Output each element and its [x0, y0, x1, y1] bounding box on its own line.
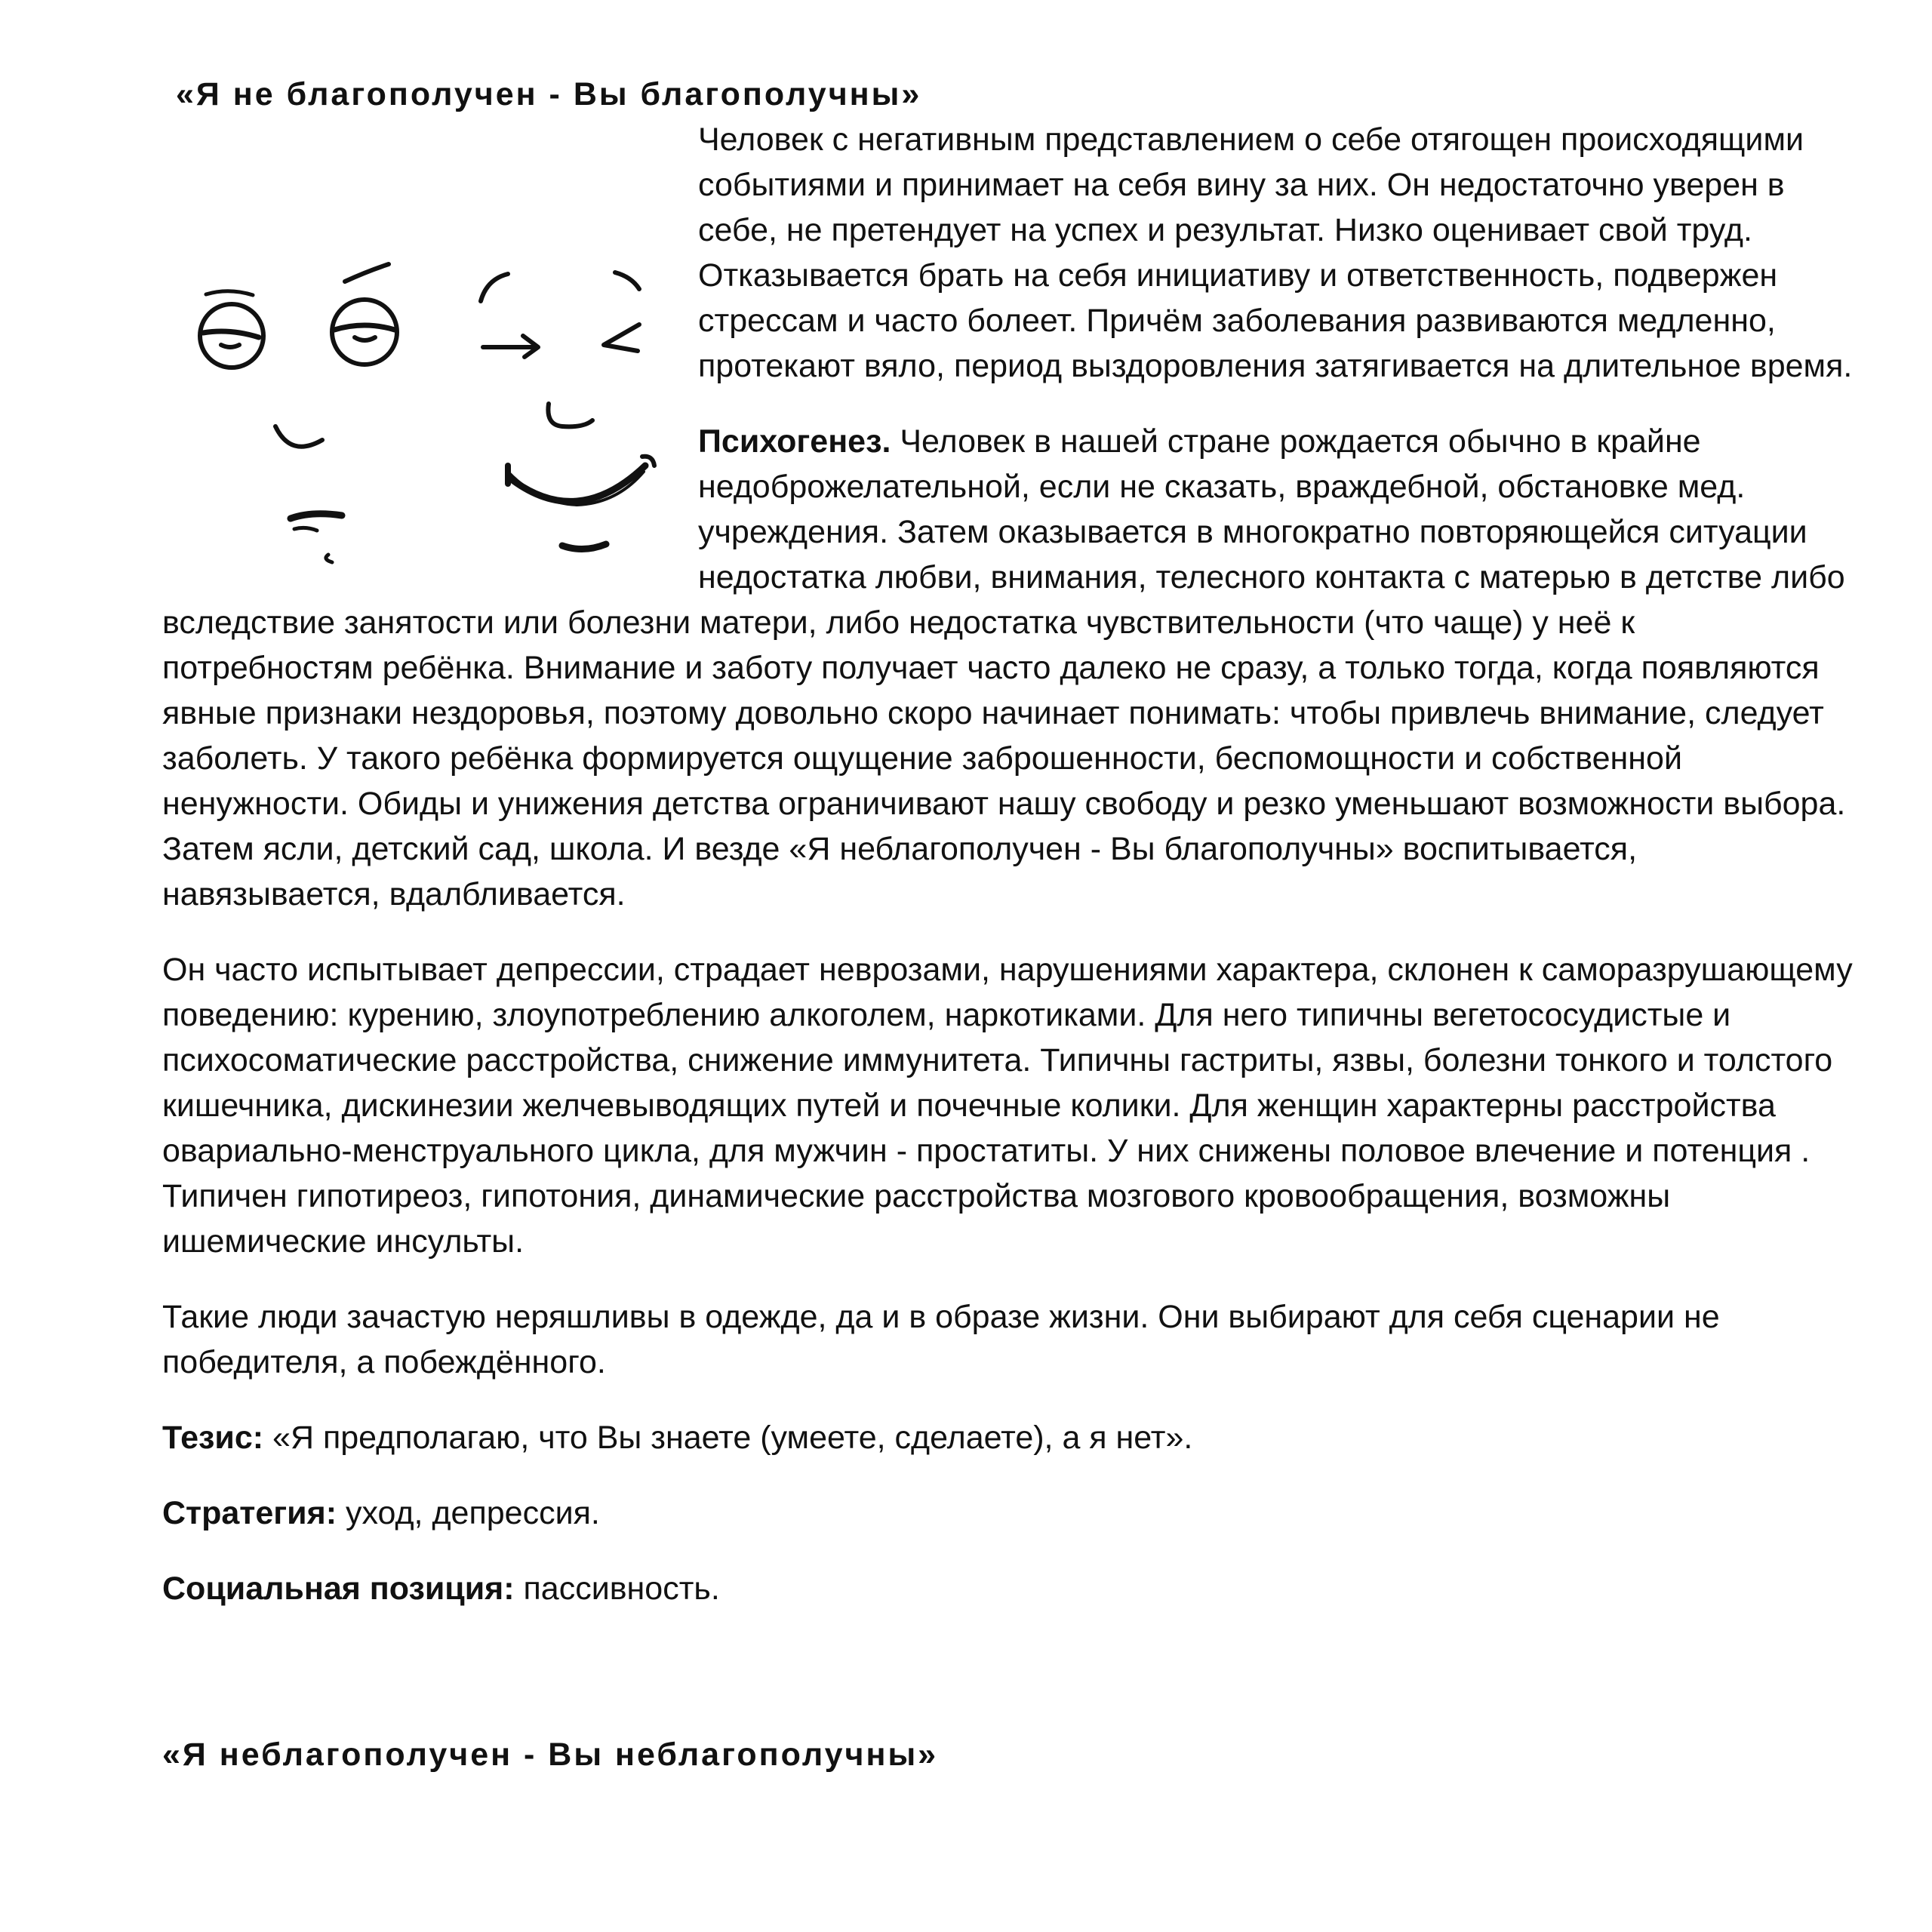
left-face-eyebrow-right-icon — [345, 264, 389, 281]
thesis-label: Тезис: — [162, 1420, 264, 1456]
document-page — [162, 72, 1853, 1777]
intro-paragraph: Человек с негативным представлением о себе отягощен происходящими событиями и принимает на себя вину за них. Он недостаточно уверен в себе, не претендует на успех и результат. Низко оценивает свой труд. Отказывается брать на себя инициативу и ответственность, подвержен стрессам и часто болеет. Причём заболевания развиваются медленно, протекают вяло, период выздоровления затягивается на длительное время. — [698, 122, 1853, 384]
right-face-mouth-icon — [509, 466, 645, 501]
right-face-eyebrow-right-icon — [615, 272, 639, 289]
section-spacer — [162, 1641, 1853, 1732]
social-position-label: Социальная позиция: — [162, 1571, 515, 1607]
left-face-nose-icon — [275, 426, 322, 447]
right-face-nose-icon — [548, 404, 592, 426]
psychogenesis-label: Психогенез. — [698, 423, 891, 460]
thesis-text: «Я предполагаю, что Вы знаете (умеете, сделаете), а я нет». — [263, 1420, 1193, 1456]
social-position-text: пассивность. — [514, 1571, 720, 1607]
left-face-eye-right-icon — [332, 300, 397, 365]
right-face-eye-right-icon — [604, 325, 639, 351]
left-face-mouth-icon — [291, 514, 342, 518]
right-face-eyebrow-left-icon — [481, 274, 508, 301]
social-position-paragraph — [162, 1566, 1853, 1611]
lifestyle-paragraph: Такие люди зачастую неряшливы в одежде, да и в образе жизни. Они выбирают для себя сценарии не победителя, а побеждённого. — [162, 1299, 1720, 1380]
section-title-2: «Я неблагополучен - Вы неблагополучны» — [162, 1737, 939, 1773]
health-paragraph: Он часто испытывает депрессии, страдает неврозами, нарушениями характера, склонен к саморазрушающему поведению: курению, злоупотреблению алкоголем, наркотиками. Для него типичны вегетососудистые и психосоматические расстройства, снижение иммунитета. Типичны гастриты, язвы, болезни тонкого и толстого кишечника, дискинезии желчевыводящих путей и почечные колики. Для женщин характерны расстройства овариально-менструального цикла, для мужчин - простатиты. У них снижены половое влечение и потенция . Типичен гипотиреоз, гипотония, динамические расстройства мозгового кровообращения, возможны ишемические инсульты. — [162, 952, 1853, 1260]
strategy-paragraph — [162, 1491, 1853, 1536]
strategy-text: уход, депрессия. — [337, 1495, 600, 1531]
thesis-paragraph — [162, 1415, 1853, 1460]
strategy-label: Стратегия: — [162, 1495, 337, 1531]
two-faces-sketch-icon — [170, 117, 683, 585]
section-title-1: «Я не благополучен - Вы благополучны» — [176, 76, 922, 112]
psychogenesis-text: Человек в нашей стране рождается обычно в крайне недоброжелательной, если не сказать, враждебной, обстановке мед. учреждения. Затем оказывается в многократно повторяющейся ситуации недостатка любви, внимания, телесного контакта с матерью в детстве либо вследствие занятости или болезни матери, либо недостатка чувствительности (что чаще) у неё к потребностям ребёнка. Внимание и заботу получает часто далеко не сразу, а только тогда, когда появляются явные признаки нездоровья, поэтому довольно скоро начинает понимать: чтобы привлечь внимание, следует заболеть. У такого ребёнка формируется ощущение заброшенности, беспомощности и собственной ненужности. Обиды и унижения детства ограничивают нашу свободу и резко уменьшают возможности выбора. Затем ясли, детский сад, школа. И везде «Я неблагополучен - Вы благополучны» воспитывается, навязывается, вдалбливается. — [162, 423, 1846, 912]
left-face-eyebrow-left-icon — [206, 291, 253, 295]
faces-illustration — [170, 117, 683, 585]
